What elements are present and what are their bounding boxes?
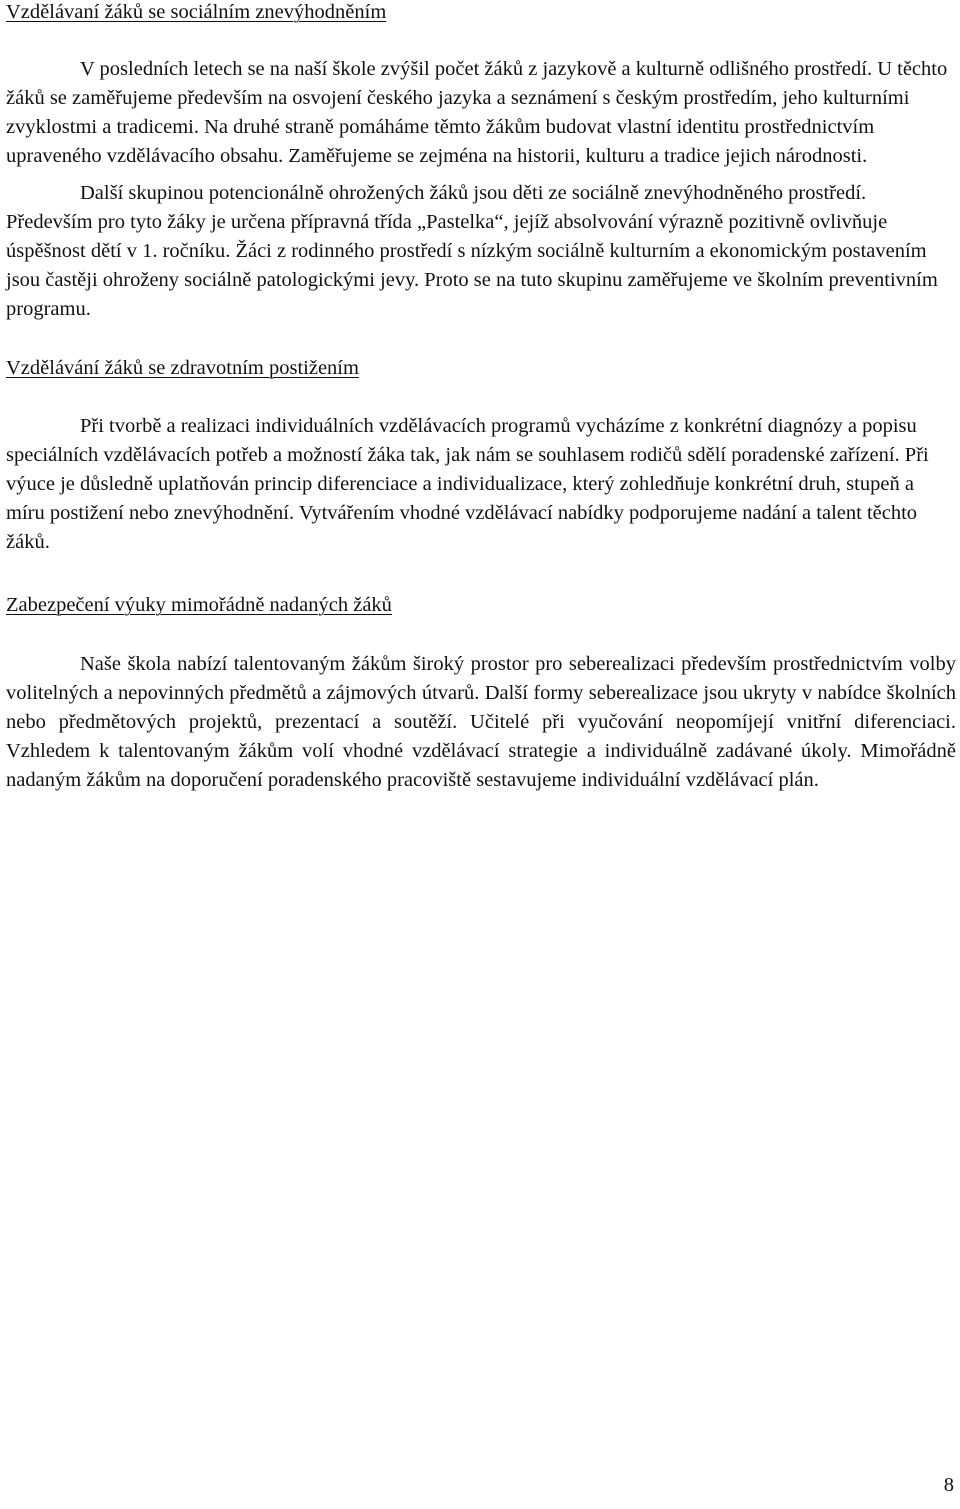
section-health-disability xyxy=(6,354,956,557)
page-number: 8 xyxy=(943,1474,954,1496)
paragraph: Další skupinou potencionálně ohrožených žáků jsou děti ze sociálně znevýhodněného prostředí. Především pro tyto žáky je určena přípravná třída „Pastelka“, jejíž absolvování výrazně pozitivně ovlivňuje úspěšnost dětí v 1. ročníku. Žáci z rodinného prostředí s nízkým sociálně kulturním a ekonomickým postavením jsou častěji ohroženy sociálně patologickými jevy. Proto se na tuto skupinu zaměřujeme ve školním preventivním programu. xyxy=(6,182,938,320)
paragraph: Při tvorbě a realizaci individuálních vzdělávacích programů vycházíme z konkrétní diagnózy a popisu speciálních vzdělávacích potřeb a možností žáka tak, jak nám se souhlasem rodičů sdělí poradenské zařízení. Při výuce je důsledně uplatňován princip diferenciace a individualizace, který zohledňuje konkrétní druh, stupeň a míru postižení nebo znevýhodnění. Vytvářením vhodné vzdělávací nabídky podporujeme nadání a talent těchto žáků. xyxy=(6,415,929,553)
paragraph: V posledních letech se na naší škole zvýšil počet žáků z jazykově a kulturně odlišného prostředí. U těchto žáků se zaměřujeme především na osvojení českého jazyka a seznámení s českým prostředím, jeho kulturními zvyklostmi a tradicemi. Na druhé straně pomáháme těmto žákům budovat vlastní identitu prostřednictvím upraveného vzdělávacího obsahu. Zaměřujeme se zejména na historii, kulturu a tradice jejich národnosti. xyxy=(6,58,948,167)
paragraph: Naše škola nabízí talentovaným žákům široký prostor pro seberealizaci především prostřednictvím volby volitelných a nepovinných předmětů a zájmových útvarů. Další formy seberealizace jsou ukryty v nabídce školních nebo předmětových projektů, prezentací a soutěží. Učitelé při vyučování neopomíjejí vnitřní diferenciaci. Vzhledem k talentovaným žákům volí vhodné vzdělávací strategie a individuálně zadávané úkoly. Mimořádně nadaným žákům na doporučení poradenského pracoviště sestavujeme individuální vzdělávací plán. xyxy=(6,653,956,791)
section-social-disadvantage xyxy=(6,0,956,324)
section-heading: Vzdělávaní žáků se sociálním znevýhodněním xyxy=(6,1,387,23)
document-page xyxy=(6,0,956,795)
section-heading: Zabezpečení výuky mimořádně nadaných žáků xyxy=(6,594,392,616)
section-heading: Vzdělávání žáků se zdravotním postižením xyxy=(6,357,359,379)
section-gifted-students xyxy=(6,591,956,795)
